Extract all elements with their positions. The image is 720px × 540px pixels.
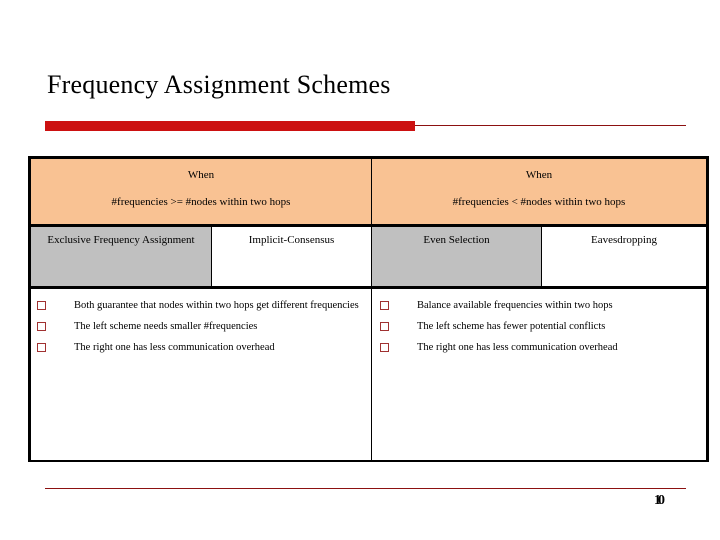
title-divider-accent-bar	[45, 121, 415, 131]
square-bullet-icon	[37, 301, 46, 310]
scheme-name-label: Implicit-Consensus	[248, 234, 335, 246]
list-item	[31, 338, 371, 357]
notes-cell-right	[372, 289, 706, 460]
when-cell-left	[31, 159, 372, 224]
square-bullet-icon	[37, 343, 46, 352]
scheme-name-label: Exclusive Frequency Assignment	[47, 234, 195, 246]
scheme-cell-exclusive-frequency-assignment	[31, 227, 212, 286]
list-item	[372, 296, 706, 315]
page-title: Frequency Assignment Schemes	[47, 70, 391, 99]
list-item	[31, 296, 371, 315]
title-divider	[45, 121, 686, 131]
when-condition-left: #frequencies >= #nodes within two hops	[111, 196, 291, 208]
footer-divider	[45, 488, 686, 489]
list-item	[372, 317, 706, 336]
when-condition-right: #frequencies < #nodes within two hops	[452, 196, 626, 208]
page-number: 10	[654, 493, 662, 508]
when-label-right: When	[525, 169, 553, 181]
table-row-notes	[31, 289, 706, 460]
table-row-when	[31, 159, 706, 227]
square-bullet-icon	[380, 343, 389, 352]
when-label-left: When	[187, 169, 215, 181]
when-cell-right	[372, 159, 706, 224]
list-item-label: Balance available frequencies within two hops	[417, 300, 613, 311]
notes-cell-left	[31, 289, 372, 460]
list-item-label: The left scheme needs smaller #frequencies	[74, 321, 258, 332]
scheme-cell-eavesdropping	[542, 227, 706, 286]
square-bullet-icon	[380, 322, 389, 331]
list-item	[31, 317, 371, 336]
list-item-label: The right one has less communication overhead	[74, 342, 275, 353]
list-item-label: The left scheme has fewer potential conflicts	[417, 321, 606, 332]
square-bullet-icon	[37, 322, 46, 331]
scheme-name-label: Even Selection	[423, 234, 490, 246]
scheme-name-label: Eavesdropping	[591, 234, 657, 246]
list-item-label: Both guarantee that nodes within two hops get different frequencies	[74, 300, 359, 311]
square-bullet-icon	[380, 301, 389, 310]
list-item-label: The right one has less communication overhead	[417, 342, 618, 353]
scheme-cell-implicit-consensus	[212, 227, 372, 286]
scheme-cell-even-selection	[372, 227, 542, 286]
comparison-table	[28, 156, 709, 462]
table-row-scheme-names	[31, 227, 706, 289]
list-item	[372, 338, 706, 357]
